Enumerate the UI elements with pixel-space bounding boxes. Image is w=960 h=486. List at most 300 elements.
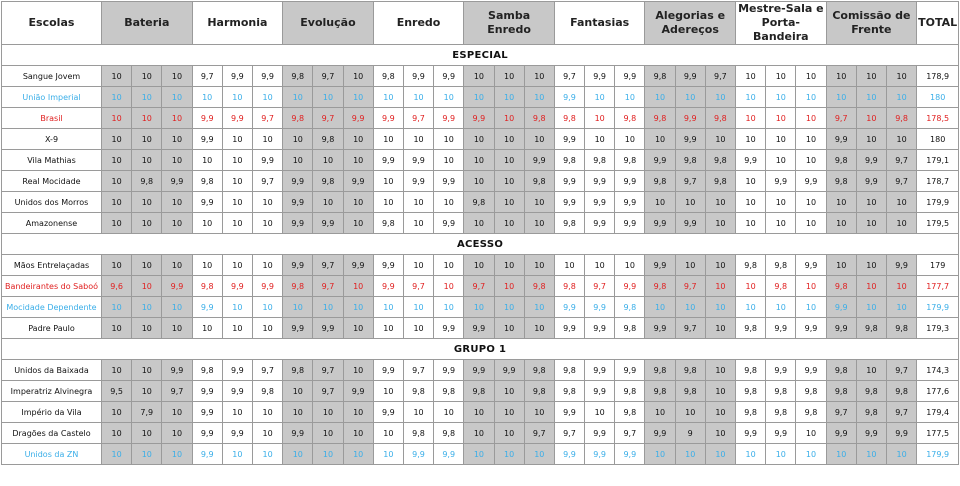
table-row — [2, 192, 959, 213]
table-row — [2, 87, 959, 108]
score-cell: 9,8 — [132, 171, 162, 192]
score-cell: 10 — [886, 87, 916, 108]
score-cell: 9,7 — [524, 423, 554, 444]
score-cell: 10 — [645, 444, 675, 465]
score-cell: 9,8 — [615, 318, 645, 339]
school-name: X-9 — [2, 129, 102, 150]
score-cell: 10 — [102, 150, 132, 171]
score-cell: 10 — [675, 192, 705, 213]
score-cell: 10 — [796, 87, 826, 108]
table-row — [2, 255, 959, 276]
section-header-row — [2, 45, 959, 66]
score-cell: 10 — [856, 66, 886, 87]
score-cell: 10 — [736, 171, 766, 192]
score-cell: 9,9 — [645, 318, 675, 339]
school-name: União Imperial — [2, 87, 102, 108]
school-name: Unidos da ZN — [2, 444, 102, 465]
score-cell: 10 — [132, 360, 162, 381]
header-quesito: Evolução — [283, 2, 374, 45]
total-cell: 180 — [917, 129, 959, 150]
score-cell: 9,9 — [615, 213, 645, 234]
score-cell: 9,8 — [283, 108, 313, 129]
score-cell: 10 — [524, 192, 554, 213]
table-row — [2, 108, 959, 129]
score-cell: 10 — [826, 444, 856, 465]
score-cell: 9,9 — [373, 402, 403, 423]
score-cell: 9,9 — [585, 213, 615, 234]
score-cell: 10 — [464, 213, 494, 234]
score-cell: 9,7 — [313, 381, 343, 402]
score-cell: 10 — [222, 213, 252, 234]
score-cell: 9,8 — [856, 402, 886, 423]
score-cell: 9,8 — [826, 360, 856, 381]
score-cell: 9,8 — [615, 150, 645, 171]
score-cell: 9,7 — [705, 66, 735, 87]
score-cell: 9,9 — [585, 66, 615, 87]
score-cell: 10 — [494, 66, 524, 87]
score-cell: 9,9 — [222, 66, 252, 87]
score-cell: 10 — [222, 171, 252, 192]
score-cell: 9,8 — [373, 213, 403, 234]
score-cell: 10 — [102, 87, 132, 108]
score-cell: 9,8 — [705, 171, 735, 192]
school-name: Sangue Jovem — [2, 66, 102, 87]
score-cell: 10 — [192, 87, 222, 108]
score-cell: 10 — [343, 192, 373, 213]
score-cell: 9,9 — [373, 150, 403, 171]
score-cell: 10 — [705, 129, 735, 150]
score-cell: 9,9 — [675, 213, 705, 234]
score-cell: 10 — [585, 129, 615, 150]
school-name: Padre Paulo — [2, 318, 102, 339]
score-cell: 10 — [102, 402, 132, 423]
header-quesito: Mestre-Sala e Porta-Bandeira — [736, 2, 827, 45]
score-cell: 10 — [796, 297, 826, 318]
score-cell: 9,7 — [252, 108, 282, 129]
score-cell: 9,9 — [222, 276, 252, 297]
score-cell: 10 — [645, 402, 675, 423]
score-cell: 9,8 — [705, 108, 735, 129]
score-cell: 10 — [132, 381, 162, 402]
score-cell: 10 — [856, 87, 886, 108]
score-cell: 10 — [162, 66, 192, 87]
score-cell: 9,9 — [403, 66, 433, 87]
score-cell: 9,7 — [554, 66, 584, 87]
score-cell: 10 — [796, 213, 826, 234]
score-cell: 10 — [222, 255, 252, 276]
score-cell: 10 — [796, 192, 826, 213]
score-cell: 9,7 — [192, 66, 222, 87]
score-cell: 10 — [162, 213, 192, 234]
score-cell: 10 — [524, 66, 554, 87]
score-cell: 9,8 — [283, 360, 313, 381]
score-cell: 10 — [766, 444, 796, 465]
score-cell: 10 — [373, 381, 403, 402]
score-cell: 10 — [434, 276, 464, 297]
score-cell: 9,8 — [675, 360, 705, 381]
score-cell: 9,9 — [554, 87, 584, 108]
score-cell: 10 — [434, 150, 464, 171]
score-cell: 9,9 — [343, 108, 373, 129]
score-cell: 10 — [494, 276, 524, 297]
score-cell: 10 — [162, 402, 192, 423]
score-cell: 10 — [796, 423, 826, 444]
score-cell: 10 — [494, 402, 524, 423]
score-cell: 10 — [283, 87, 313, 108]
score-cell: 9,9 — [615, 192, 645, 213]
score-cell: 9,5 — [102, 381, 132, 402]
score-cell: 9,9 — [585, 297, 615, 318]
total-cell: 178,7 — [917, 171, 959, 192]
score-cell: 9,9 — [434, 318, 464, 339]
score-cell: 10 — [886, 297, 916, 318]
score-cell: 9,9 — [252, 150, 282, 171]
score-cell: 9,9 — [554, 444, 584, 465]
score-cell: 10 — [343, 402, 373, 423]
score-cell: 9,9 — [585, 423, 615, 444]
school-name: Mocidade Dependente — [2, 297, 102, 318]
score-cell: 9,9 — [403, 150, 433, 171]
school-name: Brasil — [2, 108, 102, 129]
score-cell: 9,8 — [554, 150, 584, 171]
score-cell: 10 — [645, 297, 675, 318]
score-cell: 9,8 — [736, 402, 766, 423]
score-cell: 9,9 — [373, 255, 403, 276]
score-cell: 10 — [524, 255, 554, 276]
score-cell: 9,9 — [796, 318, 826, 339]
score-cell: 9,8 — [645, 276, 675, 297]
score-cell: 10 — [132, 129, 162, 150]
score-cell: 9,7 — [252, 360, 282, 381]
score-cell: 9,8 — [886, 381, 916, 402]
score-cell: 10 — [403, 87, 433, 108]
header-row — [2, 2, 959, 45]
score-cell: 10 — [736, 108, 766, 129]
score-cell: 9,8 — [524, 381, 554, 402]
score-cell: 9,8 — [856, 318, 886, 339]
total-cell: 179,5 — [917, 213, 959, 234]
score-cell: 10 — [766, 297, 796, 318]
header-quesito: Enredo — [373, 2, 464, 45]
score-cell: 10 — [524, 444, 554, 465]
score-cell: 10 — [524, 318, 554, 339]
score-cell: 9,9 — [856, 171, 886, 192]
score-cell: 9,7 — [585, 276, 615, 297]
score-cell: 9,8 — [283, 276, 313, 297]
score-cell: 10 — [796, 129, 826, 150]
score-cell: 10 — [826, 87, 856, 108]
score-cell: 10 — [252, 87, 282, 108]
score-cell: 10 — [162, 129, 192, 150]
score-cell: 9,9 — [192, 402, 222, 423]
score-cell: 9,7 — [886, 402, 916, 423]
score-cell: 10 — [132, 66, 162, 87]
table-row — [2, 318, 959, 339]
score-cell: 10 — [645, 129, 675, 150]
header-escolas: Escolas — [2, 2, 102, 45]
school-name: Amazonense — [2, 213, 102, 234]
score-cell: 9,9 — [675, 129, 705, 150]
score-cell: 10 — [524, 297, 554, 318]
score-cell: 9,8 — [373, 66, 403, 87]
section-title: GRUPO 1 — [2, 339, 959, 360]
score-cell: 10 — [162, 318, 192, 339]
score-cell: 9,8 — [403, 381, 433, 402]
score-cell: 10 — [403, 129, 433, 150]
score-cell: 9,8 — [313, 171, 343, 192]
score-cell: 10 — [856, 129, 886, 150]
score-cell: 9,8 — [766, 255, 796, 276]
score-cell: 9,9 — [796, 360, 826, 381]
score-cell: 10 — [313, 87, 343, 108]
score-cell: 10 — [162, 297, 192, 318]
score-cell: 10 — [132, 213, 162, 234]
score-cell: 9,9 — [796, 171, 826, 192]
score-cell: 10 — [826, 255, 856, 276]
score-cell: 10 — [343, 276, 373, 297]
score-cell: 10 — [494, 297, 524, 318]
score-cell: 10 — [403, 318, 433, 339]
total-cell: 177,5 — [917, 423, 959, 444]
score-cell: 10 — [283, 297, 313, 318]
score-cell: 9,9 — [222, 108, 252, 129]
score-cell: 10 — [675, 255, 705, 276]
score-cell: 9,8 — [645, 360, 675, 381]
score-cell: 10 — [343, 66, 373, 87]
score-cell: 9 — [675, 423, 705, 444]
score-cell: 10 — [766, 108, 796, 129]
score-cell: 9,9 — [554, 297, 584, 318]
score-cell: 9,7 — [313, 360, 343, 381]
score-cell: 10 — [494, 87, 524, 108]
score-cell: 9,9 — [615, 360, 645, 381]
score-cell: 10 — [736, 129, 766, 150]
score-cell: 10 — [343, 297, 373, 318]
total-cell: 179,4 — [917, 402, 959, 423]
score-cell: 10 — [705, 402, 735, 423]
score-cell: 9,7 — [313, 255, 343, 276]
score-cell: 9,9 — [826, 318, 856, 339]
score-cell: 10 — [464, 255, 494, 276]
school-name: Unidos da Baixada — [2, 360, 102, 381]
score-cell: 9,9 — [615, 171, 645, 192]
score-cell: 9,9 — [585, 444, 615, 465]
score-cell: 10 — [403, 192, 433, 213]
score-cell: 10 — [313, 444, 343, 465]
score-cell: 9,8 — [615, 402, 645, 423]
score-cell: 10 — [585, 108, 615, 129]
score-cell: 10 — [766, 87, 796, 108]
score-cell: 10 — [132, 108, 162, 129]
section-header-row — [2, 234, 959, 255]
score-cell: 10 — [494, 444, 524, 465]
score-cell: 10 — [313, 423, 343, 444]
section-title: ACESSO — [2, 234, 959, 255]
score-cell: 9,9 — [615, 66, 645, 87]
score-cell: 9,9 — [313, 213, 343, 234]
score-cell: 9,9 — [585, 171, 615, 192]
total-cell: 179 — [917, 255, 959, 276]
table-row — [2, 66, 959, 87]
score-cell: 9,9 — [162, 171, 192, 192]
score-cell: 10 — [222, 318, 252, 339]
score-cell: 10 — [464, 129, 494, 150]
score-cell: 9,9 — [403, 444, 433, 465]
score-cell: 10 — [132, 444, 162, 465]
score-cell: 9,9 — [192, 381, 222, 402]
score-cell: 9,8 — [796, 402, 826, 423]
score-cell: 9,8 — [524, 108, 554, 129]
score-cell: 9,9 — [283, 255, 313, 276]
score-cell: 10 — [252, 423, 282, 444]
score-cell: 10 — [403, 213, 433, 234]
score-cell: 9,8 — [554, 276, 584, 297]
score-cell: 10 — [252, 402, 282, 423]
score-cell: 10 — [313, 402, 343, 423]
score-cell: 10 — [585, 402, 615, 423]
score-cell: 9,9 — [675, 66, 705, 87]
score-cell: 10 — [373, 192, 403, 213]
score-cell: 10 — [766, 192, 796, 213]
score-cell: 10 — [705, 192, 735, 213]
score-cell: 10 — [343, 423, 373, 444]
score-cell: 7,9 — [132, 402, 162, 423]
score-cell: 9,9 — [343, 255, 373, 276]
score-cell: 9,9 — [585, 318, 615, 339]
score-cell: 10 — [222, 402, 252, 423]
score-cell: 10 — [222, 129, 252, 150]
score-cell: 10 — [313, 150, 343, 171]
score-cell: 9,8 — [766, 381, 796, 402]
score-cell: 10 — [162, 255, 192, 276]
score-cell: 9,7 — [403, 108, 433, 129]
score-cell: 10 — [102, 297, 132, 318]
score-cell: 10 — [464, 297, 494, 318]
score-cell: 9,9 — [313, 318, 343, 339]
table-row — [2, 297, 959, 318]
score-cell: 10 — [736, 444, 766, 465]
score-cell: 9,8 — [736, 360, 766, 381]
score-cell: 10 — [283, 402, 313, 423]
score-cell: 10 — [675, 402, 705, 423]
score-cell: 10 — [464, 444, 494, 465]
table-row — [2, 213, 959, 234]
score-cell: 10 — [705, 360, 735, 381]
score-cell: 10 — [826, 192, 856, 213]
score-cell: 10 — [705, 444, 735, 465]
score-cell: 9,7 — [675, 318, 705, 339]
score-cell: 10 — [132, 318, 162, 339]
score-cell: 9,8 — [645, 66, 675, 87]
score-cell: 10 — [192, 318, 222, 339]
score-cell: 9,9 — [283, 318, 313, 339]
school-name: Mãos Entrelaçadas — [2, 255, 102, 276]
score-cell: 10 — [434, 192, 464, 213]
score-cell: 9,7 — [826, 402, 856, 423]
score-cell: 10 — [856, 360, 886, 381]
score-cell: 10 — [705, 318, 735, 339]
score-cell: 9,7 — [403, 276, 433, 297]
score-cell: 10 — [102, 360, 132, 381]
score-cell: 9,9 — [554, 171, 584, 192]
score-cell: 9,9 — [554, 402, 584, 423]
school-name: Imperatriz Alvinegra — [2, 381, 102, 402]
score-cell: 9,9 — [192, 297, 222, 318]
score-cell: 10 — [343, 150, 373, 171]
score-cell: 10 — [252, 318, 282, 339]
score-cell: 10 — [494, 150, 524, 171]
score-cell: 9,8 — [796, 381, 826, 402]
score-cell: 9,9 — [403, 171, 433, 192]
score-cell: 10 — [464, 171, 494, 192]
score-cell: 9,7 — [886, 360, 916, 381]
score-cell: 10 — [162, 108, 192, 129]
score-cell: 10 — [132, 87, 162, 108]
score-cell: 10 — [494, 192, 524, 213]
score-cell: 10 — [222, 87, 252, 108]
score-cell: 10 — [856, 255, 886, 276]
score-cell: 10 — [494, 129, 524, 150]
score-cell: 10 — [222, 192, 252, 213]
score-cell: 9,9 — [434, 108, 464, 129]
score-cell: 9,9 — [736, 150, 766, 171]
score-cell: 10 — [524, 213, 554, 234]
score-cell: 10 — [132, 255, 162, 276]
score-cell: 10 — [252, 297, 282, 318]
score-cell: 9,8 — [554, 381, 584, 402]
score-cell: 9,9 — [162, 276, 192, 297]
score-cell: 9,8 — [826, 150, 856, 171]
score-cell: 10 — [494, 381, 524, 402]
school-name: Dragões da Castelo — [2, 423, 102, 444]
score-cell: 10 — [403, 297, 433, 318]
score-cell: 10 — [796, 66, 826, 87]
score-cell: 9,7 — [675, 171, 705, 192]
score-cell: 10 — [524, 129, 554, 150]
score-cell: 9,8 — [886, 318, 916, 339]
score-cell: 10 — [675, 444, 705, 465]
score-cell: 9,8 — [826, 171, 856, 192]
score-cell: 9,9 — [736, 423, 766, 444]
score-cell: 10 — [373, 297, 403, 318]
score-cell: 10 — [524, 402, 554, 423]
score-cell: 9,9 — [192, 108, 222, 129]
score-cell: 9,9 — [766, 360, 796, 381]
score-cell: 10 — [856, 297, 886, 318]
score-cell: 10 — [192, 150, 222, 171]
score-cell: 10 — [615, 129, 645, 150]
school-name: Real Mocidade — [2, 171, 102, 192]
score-cell: 10 — [796, 108, 826, 129]
score-cell: 10 — [343, 213, 373, 234]
score-cell: 10 — [645, 192, 675, 213]
score-cell: 9,8 — [645, 381, 675, 402]
score-cell: 9,9 — [615, 276, 645, 297]
score-cell: 9,8 — [524, 171, 554, 192]
score-cell: 9,9 — [826, 297, 856, 318]
score-cell: 9,9 — [343, 381, 373, 402]
score-cell: 9,7 — [554, 423, 584, 444]
score-cell: 10 — [705, 297, 735, 318]
score-cell: 10 — [373, 423, 403, 444]
score-cell: 10 — [705, 423, 735, 444]
total-cell: 178,9 — [917, 66, 959, 87]
score-cell: 10 — [434, 402, 464, 423]
score-cell: 9,9 — [252, 66, 282, 87]
score-cell: 10 — [705, 276, 735, 297]
score-cell: 9,7 — [313, 276, 343, 297]
score-cell: 9,8 — [524, 276, 554, 297]
